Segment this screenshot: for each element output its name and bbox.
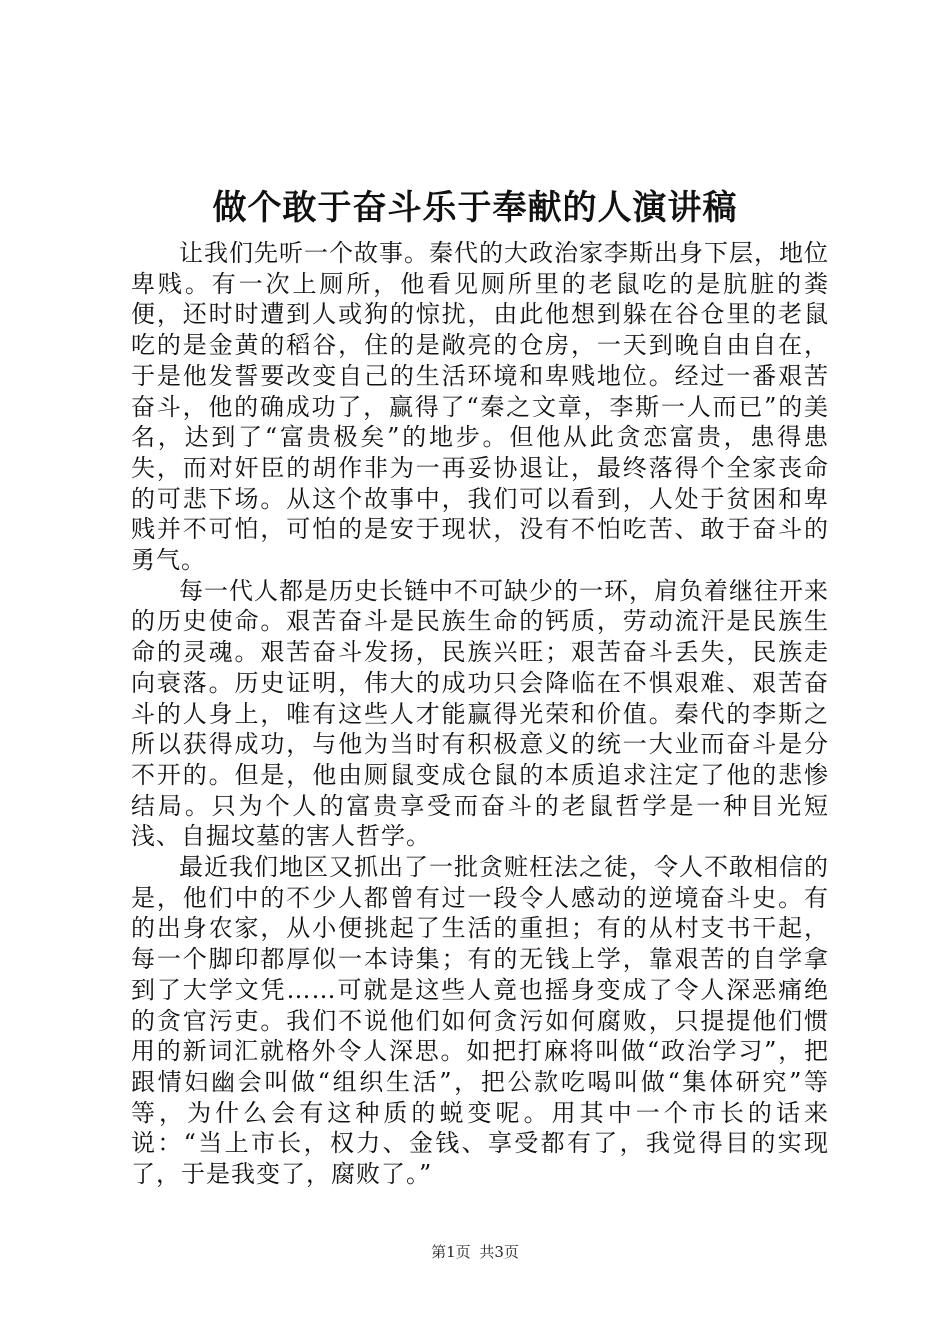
page-total: 共3页 bbox=[479, 1243, 519, 1261]
page-number: 第1页 bbox=[431, 1243, 471, 1261]
document-body bbox=[131, 238, 829, 1190]
paragraph-1: 让我们先听一个故事。秦代的大政治家李斯出身下层，地位卑贱。有一次上厕所，他看见厕所里的老鼠吃的是肮脏的粪便，还时时遭到人或狗的惊扰，由此他想到躲在谷仓里的老鼠吃的是金黄的稻谷，住的是敞亮的仓房，一天到晚自由自在，于是他发誓要改变自己的生活环境和卑贱地位。经过一番艰苦奋斗，他的确成功了，赢得了“秦之文章，李斯一人而已”的美名，达到了“富贵极矣”的地步。但他从此贪恋富贵，患得患失，而对奸臣的胡作非为一再妥协退让，最终落得个全家丧命的可悲下场。从这个故事中，我们可以看到，人处于贫困和卑贱并不可怕，可怕的是安于现状，没有不怕吃苦、敢于奋斗的勇气。 bbox=[131, 239, 829, 575]
paragraph-2: 每一代人都是历史长链中不可缺少的一环，肩负着继往开来的历史使命。艰苦奋斗是民族生命的钙质，劳动流汗是民族生命的灵魂。艰苦奋斗发扬，民族兴旺；艰苦奋斗丢失，民族走向衰落。历史证明，伟大的成功只会降临在不惧艰难、艰苦奋斗的人身上，唯有这些人才能赢得光荣和价值。秦代的李斯之所以获得成功，与他为当时有积极意义的统一大业而奋斗是分不开的。但是，他由厕鼠变成仓鼠的本质追求注定了他的悲惨结局。只为个人的富贵享受而奋斗的老鼠哲学是一种目光短浅、自掘坟墓的害人哲学。 bbox=[131, 576, 829, 851]
document-title: 做个敢于奋斗乐于奉献的人演讲稿 bbox=[212, 188, 738, 228]
paragraph-3: 最近我们地区又抓出了一批贪赃枉法之徒，令人不敢相信的是，他们中的不少人都曾有过一段令人感动的逆境奋斗史。有的出身农家，从小便挑起了生活的重担；有的从村支书干起，每一个脚印都厚似一本诗集；有的无钱上学，靠艰苦的自学拿到了大学文凭……可就是这些人竟也摇身变成了令人深恶痛绝的贪官污吏。我们不说他们如何贪污如何腐败，只提提他们惯用的新词汇就格外令人深思。如把打麻将叫做“政治学习”，把跟情妇幽会叫做“组织生活”，把公款吃喝叫做“集体研究”等等，为什么会有这种质的蜕变呢。用其中一个市长的话来说：“当上市长，权力、金钱、享受都有了，我觉得目的实现了，于是我变了，腐败了。” bbox=[131, 853, 829, 1189]
page-footer bbox=[0, 1240, 950, 1264]
